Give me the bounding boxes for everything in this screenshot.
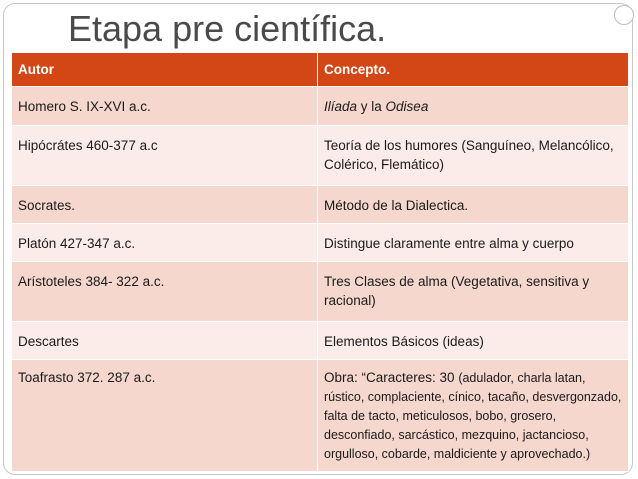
table-row bbox=[12, 360, 629, 472]
table-row bbox=[12, 126, 629, 186]
concepto-cell: Elementos Básicos (ideas) bbox=[318, 322, 629, 360]
concepto-cell bbox=[318, 360, 629, 472]
autor-cell: Arístoteles 384- 322 a.c. bbox=[12, 262, 318, 322]
concepto-cell bbox=[318, 87, 629, 126]
autor-cell: Socrates. bbox=[12, 186, 318, 224]
autor-cell: Platón 427-347 a.c. bbox=[12, 224, 318, 262]
concepto-cell: Teoría de los humores (Sanguíneo, Melancólico, Colérico, Flemático) bbox=[318, 126, 629, 186]
concepto-text: y la bbox=[357, 99, 386, 114]
concepto-cell: Tres Clases de alma (Vegetativa, sensitiva y racional) bbox=[318, 262, 629, 322]
concepto-italic: Odisea bbox=[385, 99, 429, 114]
concepto-cell: Distingue claramente entre alma y cuerpo bbox=[318, 224, 629, 262]
concepto-lead: Obra: “Caracteres: 30 bbox=[324, 370, 459, 385]
table-row bbox=[12, 224, 629, 262]
authors-table bbox=[11, 52, 629, 472]
table-row bbox=[12, 322, 629, 360]
concepto-italic: Ilíada bbox=[324, 99, 358, 114]
header-concepto: Concepto. bbox=[318, 53, 629, 87]
header-autor: Autor bbox=[12, 53, 318, 87]
table-header-row bbox=[12, 53, 629, 87]
table-row bbox=[12, 87, 629, 126]
autor-cell: Descartes bbox=[12, 322, 318, 360]
slide-title: Etapa pre científica. bbox=[68, 8, 387, 49]
autor-cell: Toafrasto 372. 287 a.c. bbox=[12, 360, 318, 472]
concepto-detail: (adulador, charla latan, rústico, complaciente, cínico, tacaño, desvergonzado, falta de tacto, meticulosos, bobo, grosero, desconfiado, sarcástico, mezquino, jactancioso, orgulloso, cobarde, maldiciente y aprovechado.) bbox=[324, 371, 622, 461]
table-row bbox=[12, 186, 629, 224]
concepto-cell: Método de la Dialectica. bbox=[318, 186, 629, 224]
corner-ornament-top bbox=[614, 5, 634, 25]
autor-cell: Homero S. IX-XVI a.c. bbox=[12, 87, 318, 126]
autor-cell: Hipócrátes 460-377 a.c bbox=[12, 126, 318, 186]
table-row bbox=[12, 262, 629, 322]
